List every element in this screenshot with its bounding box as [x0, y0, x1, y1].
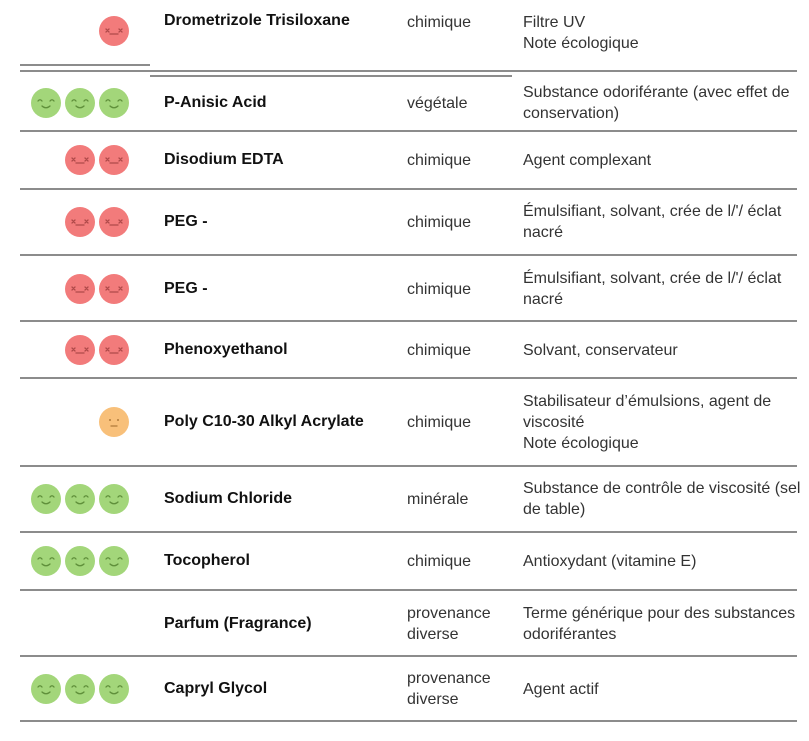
function-text: Antioxydant (vitamine E) — [523, 552, 697, 570]
ingredient-function — [523, 378, 803, 466]
smiley-face-icon — [98, 483, 130, 515]
table-row — [0, 132, 809, 188]
ingredient-function — [523, 322, 803, 378]
ingredient-function — [523, 532, 803, 590]
rating-faces — [20, 0, 130, 62]
row-divider — [20, 589, 797, 591]
smiley-face-icon — [98, 673, 130, 705]
ingredient-origin — [407, 378, 517, 466]
frown-face-icon — [98, 206, 130, 238]
frown-face-icon — [64, 144, 96, 176]
ingredient-name: Parfum (Fragrance) — [164, 615, 312, 632]
table-row — [0, 188, 809, 256]
table-row — [0, 590, 809, 658]
smiley-face-icon — [64, 545, 96, 577]
table-row — [0, 466, 809, 532]
origin-text: minérale — [407, 490, 469, 508]
rating-faces — [20, 74, 130, 132]
table-row — [0, 378, 809, 466]
ingredient-origin — [407, 658, 517, 720]
ingredient-name: Phenoxyethanol — [164, 341, 288, 358]
ingredient-function — [523, 0, 803, 62]
ingredient-name: Disodium EDTA — [164, 151, 284, 168]
frown-face-icon — [98, 273, 130, 305]
smiley-face-icon — [30, 483, 62, 515]
ingredient-name: Tocopherol — [164, 552, 250, 569]
ingredient-origin — [407, 188, 517, 256]
function-text: Filtre UV Note écologique — [523, 14, 639, 52]
frown-face-icon — [98, 334, 130, 366]
frown-face-icon — [98, 144, 130, 176]
function-text: Stabilisateur d’émulsions, agent de viscosité Note écologique — [523, 392, 772, 452]
ingredient-name: Capryl Glycol — [164, 680, 268, 697]
function-text: Émulsifiant, solvant, crée de l/'/ éclat nacré — [523, 203, 782, 241]
row-divider — [20, 254, 797, 256]
rating-faces — [20, 466, 130, 532]
table-row — [0, 74, 809, 132]
smiley-face-icon — [30, 545, 62, 577]
rating-faces — [20, 532, 130, 590]
frown-face-icon — [98, 15, 130, 47]
origin-text: chimique — [407, 552, 472, 570]
row-divider — [20, 531, 797, 533]
row-divider — [20, 720, 797, 722]
rating-faces — [20, 658, 130, 720]
ingredient-origin — [407, 0, 517, 62]
rating-faces — [20, 322, 130, 378]
ingredient-origin — [407, 590, 517, 658]
row-divider — [20, 377, 797, 379]
row-divider — [20, 130, 797, 132]
frown-face-icon — [64, 334, 96, 366]
ingredient-function — [523, 256, 803, 322]
rating-faces — [20, 590, 130, 658]
ingredient-function — [523, 590, 803, 658]
origin-text: chimique — [407, 14, 472, 31]
smiley-face-icon — [64, 483, 96, 515]
origin-text: chimique — [407, 151, 472, 169]
rating-faces — [20, 378, 130, 466]
ingredient-name: Poly C10-30 Alkyl Acrylate — [164, 413, 364, 430]
function-text: Solvant, conservateur — [523, 341, 678, 359]
function-text: Substance odoriférante (avec effet de conservation) — [523, 84, 790, 122]
rating-faces — [20, 132, 130, 188]
ingredient-origin — [407, 466, 517, 532]
origin-text: chimique — [407, 280, 472, 298]
ingredient-name: P-Anisic Acid — [164, 94, 267, 111]
rating-faces — [20, 188, 130, 256]
row-divider — [150, 75, 512, 77]
frown-face-icon — [64, 206, 96, 238]
row-divider — [20, 64, 150, 66]
table-row — [0, 532, 809, 590]
ingredient-name: PEG - — [164, 280, 208, 297]
function-text: Émulsifiant, solvant, crée de l/'/ éclat nacré — [523, 270, 782, 308]
origin-text: provenance diverse — [407, 670, 491, 708]
ingredient-name: Sodium Chloride — [164, 490, 292, 507]
smiley-face-icon — [64, 87, 96, 119]
ingredient-origin — [407, 532, 517, 590]
smiley-face-icon — [64, 673, 96, 705]
origin-text: végétale — [407, 94, 468, 112]
ingredient-origin — [407, 256, 517, 322]
row-divider — [20, 188, 797, 190]
frown-face-icon — [64, 273, 96, 305]
origin-text: chimique — [407, 413, 472, 431]
origin-text: provenance diverse — [407, 605, 491, 643]
function-text: Terme générique pour des substances odoriférantes — [523, 605, 796, 643]
smiley-face-icon — [98, 545, 130, 577]
table-row — [0, 0, 809, 62]
table-row — [0, 658, 809, 720]
function-text: Agent actif — [523, 680, 599, 698]
function-text: Substance de contrôle de viscosité (sel de table) — [523, 480, 801, 518]
table-row — [0, 322, 809, 378]
origin-text: chimique — [407, 341, 472, 359]
ingredient-origin — [407, 74, 517, 132]
row-divider — [20, 465, 797, 467]
origin-text: chimique — [407, 213, 472, 231]
smiley-face-icon — [30, 87, 62, 119]
ingredient-function — [523, 466, 803, 532]
neutral-face-icon — [98, 406, 130, 438]
ingredient-name: Drometrizole Trisiloxane — [164, 12, 350, 29]
ingredient-function — [523, 188, 803, 256]
ingredient-function — [523, 132, 803, 188]
row-divider — [20, 655, 797, 657]
smiley-face-icon — [30, 673, 62, 705]
table-row — [0, 256, 809, 322]
ingredient-name: PEG - — [164, 213, 208, 230]
ingredient-function — [523, 74, 803, 132]
rating-faces — [20, 256, 130, 322]
row-divider — [20, 320, 797, 322]
function-text: Agent complexant — [523, 151, 652, 169]
ingredient-origin — [407, 132, 517, 188]
ingredient-origin — [407, 322, 517, 378]
smiley-face-icon — [98, 87, 130, 119]
row-divider — [20, 70, 797, 72]
ingredient-function — [523, 658, 803, 720]
